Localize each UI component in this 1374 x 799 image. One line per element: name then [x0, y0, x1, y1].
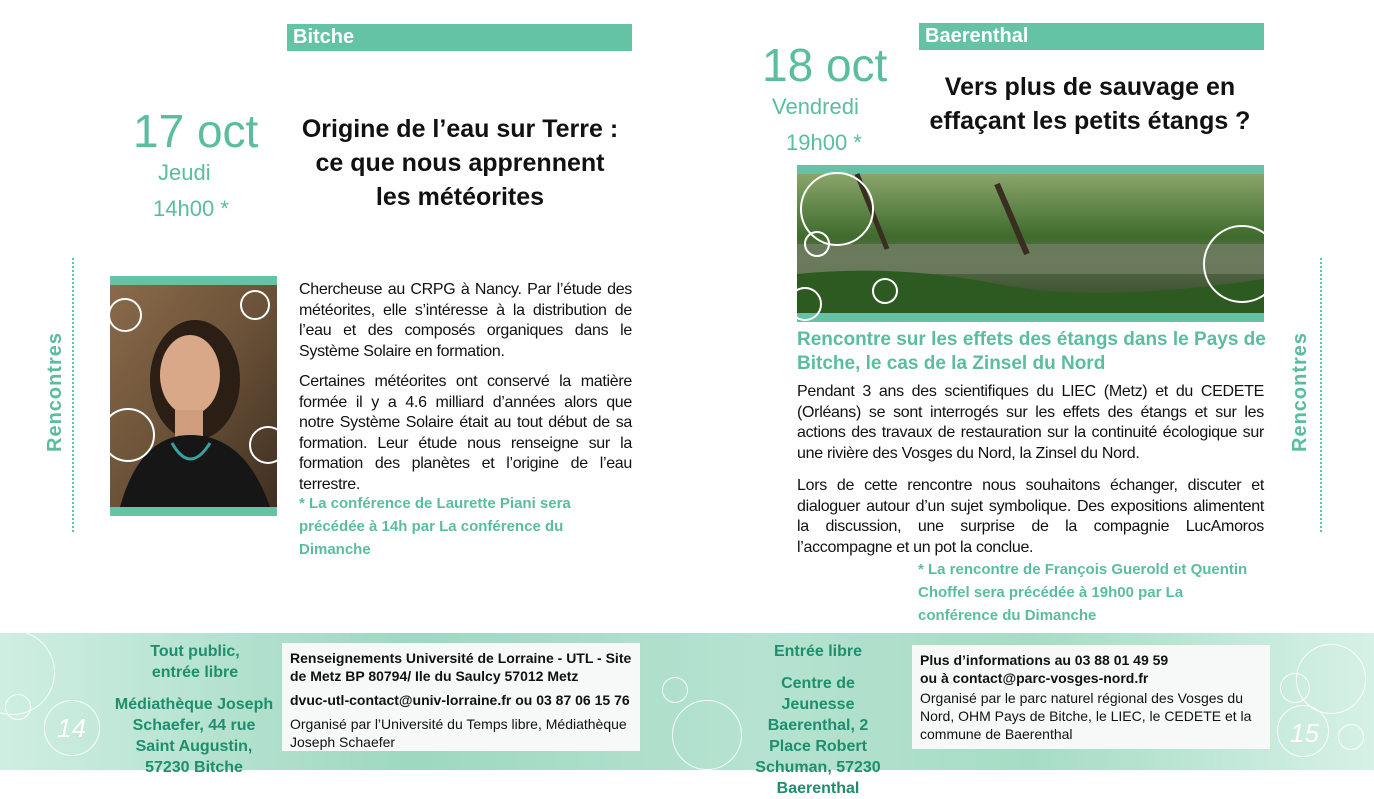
info-line: Organisé par l’Université du Temps libre, Médiathèque Joseph Schaefer	[290, 716, 627, 750]
info-box-right	[912, 645, 1270, 749]
side-label-rencontres-right: Rencontres	[1289, 331, 1311, 452]
location-tag-baerenthal: Baerenthal	[919, 23, 1264, 50]
footer-venue-left: Médiathèque Joseph Schaefer, 44 rue Saint Augustin, 57230 Bitche	[114, 696, 274, 776]
event-subtitle-right: Rencontre sur les effets des étangs dans le Pays de Bitche, le cas de la Zinsel du Nord	[797, 329, 1266, 374]
pond-illustration	[797, 174, 1264, 313]
title-line: ce que nous apprennent	[315, 149, 605, 177]
info-box-left	[282, 643, 640, 751]
event-date-left: 17 oct	[133, 105, 259, 157]
contact-email-right[interactable]: ou à contact@parc-vosges-nord.fr	[920, 670, 1149, 686]
location-tag-bitche: Bitche	[287, 24, 632, 51]
event-weekday-left: Jeudi	[158, 160, 211, 185]
info-line: Organisé par le parc naturel régional des Vosges du Nord, OHM Pays de Bitche, le LIEC, le CEDETE et la commune de Baerenthal	[920, 690, 1252, 742]
footer-venue-right: Centre de Jeunesse Baerenthal, 2 Place Robert Schuman, 57230 Baerenthal	[755, 675, 881, 797]
pond-photo	[797, 165, 1264, 322]
portrait-illustration	[110, 285, 277, 507]
event-date-right: 18 oct	[762, 39, 888, 91]
decorative-wave-line	[72, 258, 80, 532]
bubble-decoration	[1338, 724, 1364, 750]
footer-audience-right: Entrée libre	[773, 643, 863, 660]
info-line: Renseignements Université de Lorraine - UTL - Site de Metz BP 80794/ Ile du Saulcy 57012 Metz	[290, 650, 632, 684]
page-number-left: 14	[57, 713, 86, 743]
paragraph-right-2: Lors de cette rencontre nous souhaitons échanger, discuter et dialoguer autour d’un sujet symbolique. Des expositions alimentent la discussion, une surprise de la compagnie LucAmoros l’accompagne et un pot la conclue.	[797, 477, 1264, 556]
paragraph-left-2: Certaines météorites ont conservé la matière formée il y a 4.6 milliard d’années alors que notre Système Solaire était au tout début de sa formation. Leur étude nous renseigne sur la formation des planètes et l’origine de l’eau terrestre.	[299, 373, 632, 493]
title-line: Origine de l’eau sur Terre :	[301, 115, 619, 143]
contact-email-left[interactable]: dvuc-utl-contact@univ-lorraine.fr ou 03 87 06 15 76	[290, 692, 630, 708]
decorative-wave-line	[1320, 258, 1328, 532]
bubble-decoration	[662, 677, 688, 703]
bubble-decoration	[1280, 673, 1310, 703]
footer-audience-left: Tout public, entrée libre	[150, 643, 240, 681]
side-label-rencontres-left: Rencontres	[44, 331, 66, 452]
event-weekday-right: Vendredi	[772, 94, 859, 119]
event-time-right: 19h00 *	[786, 130, 862, 155]
page-number-right: 15	[1290, 718, 1319, 748]
bubble-decoration	[672, 700, 742, 770]
paragraph-left-1: Chercheuse au CRPG à Nancy. Par l’étude des météorites, elle s’intéresse à la distribution de l’eau et des composés organiques dans le Système Solaire en formation.	[299, 281, 632, 360]
title-line: effaçant les petits étangs ?	[929, 107, 1251, 135]
event-time-left: 14h00 *	[153, 196, 229, 221]
event-title-left	[288, 112, 632, 214]
note-left: * La conférence de Laurette Piani sera précédée à 14h par La conférence du Dimanche	[299, 495, 571, 558]
speaker-photo	[110, 276, 277, 516]
paragraph-right-1: Pendant 3 ans des scientifiques du LIEC (Metz) et du CEDETE (Orléans) se sont interrogés sur les effets des étangs et sur les actions des travaux de restauration sur la continuité écologique sur une rivière des Vosges du Nord, la Zinsel du Nord.	[797, 383, 1264, 462]
bubble-decoration	[5, 694, 31, 720]
title-line: les météorites	[375, 183, 545, 211]
event-title-right	[910, 70, 1270, 138]
note-right: * La rencontre de François Guerold et Quentin Choffel sera précédée à 19h00 par La conférence du Dimanche	[918, 561, 1248, 624]
title-line: Vers plus de sauvage en	[944, 73, 1236, 101]
info-line: Plus d’informations au 03 88 01 49 59	[920, 652, 1169, 668]
